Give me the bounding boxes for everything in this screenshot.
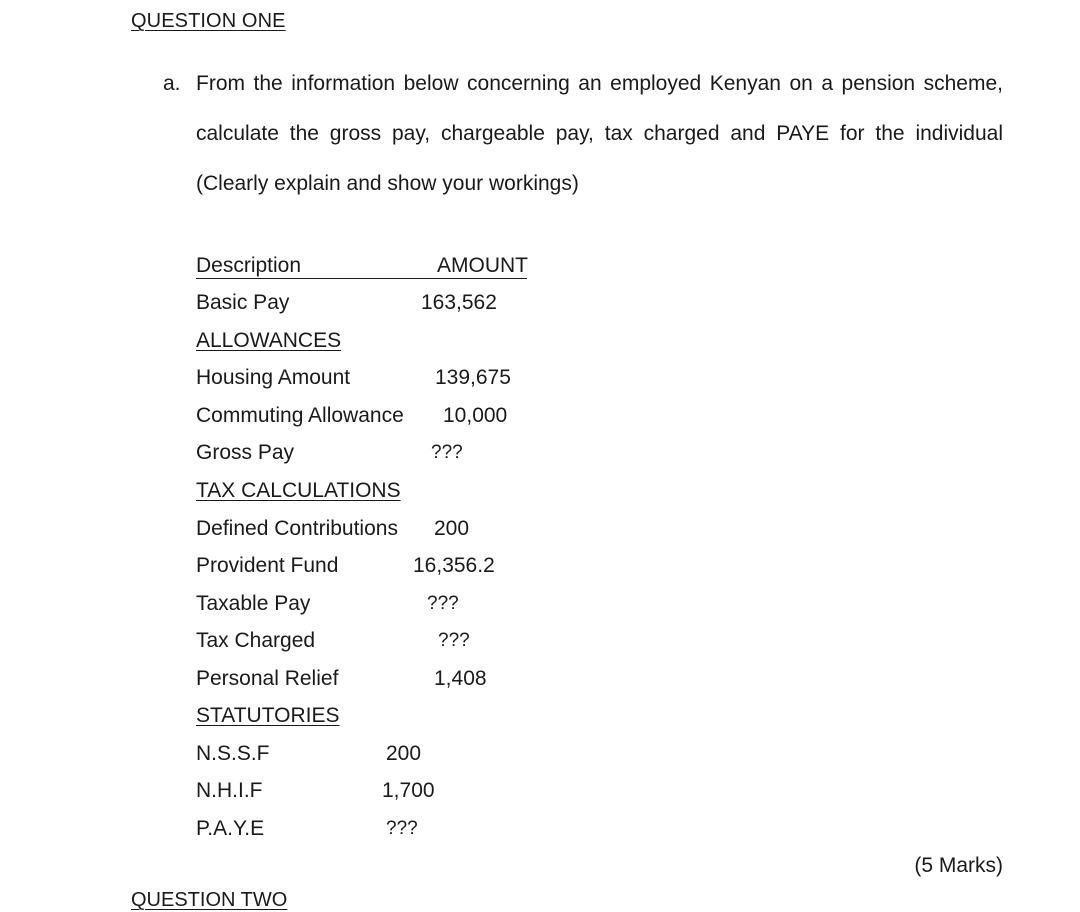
row-label-paye: P.A.Y.E [196, 817, 265, 840]
row-amount-housing-amount: 139,675 [435, 366, 511, 389]
row-amount-gross-pay: ??? [431, 442, 463, 463]
header-underline [196, 278, 527, 279]
question-one-heading: QUESTION ONE [131, 10, 286, 32]
row-amount-taxable-pay: ??? [427, 593, 459, 614]
question-text-line-3: (Clearly explain and show your workings) [196, 172, 579, 195]
section-tax-calculations: TAX CALCULATIONS [196, 479, 401, 502]
row-amount-provident-fund: 16,356.2 [413, 554, 495, 577]
column-header-amount: AMOUNT [437, 254, 528, 277]
row-amount-basic-pay: 163,562 [421, 291, 497, 314]
question-text-line-1: From the information below concerning an employed Kenyan on a pension scheme, [196, 72, 1003, 95]
row-label-taxable-pay: Taxable Pay [196, 592, 311, 615]
row-amount-tax-charged: ??? [438, 630, 470, 651]
question-text-line-2: calculate the gross pay, chargeable pay, tax charged and PAYE for the individual [196, 122, 1003, 145]
row-label-provident-fund: Provident Fund [196, 554, 339, 577]
row-label-commuting-allowance: Commuting Allowance [196, 404, 404, 427]
row-label-housing-amount: Housing Amount [196, 366, 351, 389]
row-amount-personal-relief: 1,408 [434, 667, 487, 690]
row-label-gross-pay: Gross Pay [196, 441, 295, 464]
row-label-basic-pay: Basic Pay [196, 291, 290, 314]
marks-allocation: (5 Marks) [914, 854, 1003, 877]
row-label-tax-charged: Tax Charged [196, 629, 316, 652]
row-label-personal-relief: Personal Relief [196, 667, 339, 690]
question-two-heading: QUESTION TWO [131, 889, 288, 911]
row-label-nhif: N.H.I.F [196, 779, 263, 802]
section-statutories: STATUTORIES [196, 704, 340, 727]
question-part-label: a. [163, 72, 181, 95]
section-allowances: ALLOWANCES [196, 329, 342, 352]
row-amount-commuting-allowance: 10,000 [443, 404, 508, 427]
row-amount-defined-contributions: 200 [434, 517, 470, 540]
row-amount-nhif: 1,700 [382, 779, 435, 802]
row-label-nssf: N.S.S.F [196, 742, 270, 765]
row-amount-nssf: 200 [386, 742, 422, 765]
column-header-description: Description [196, 254, 302, 277]
row-amount-paye: ??? [386, 818, 418, 839]
row-label-defined-contributions: Defined Contributions [196, 517, 398, 540]
